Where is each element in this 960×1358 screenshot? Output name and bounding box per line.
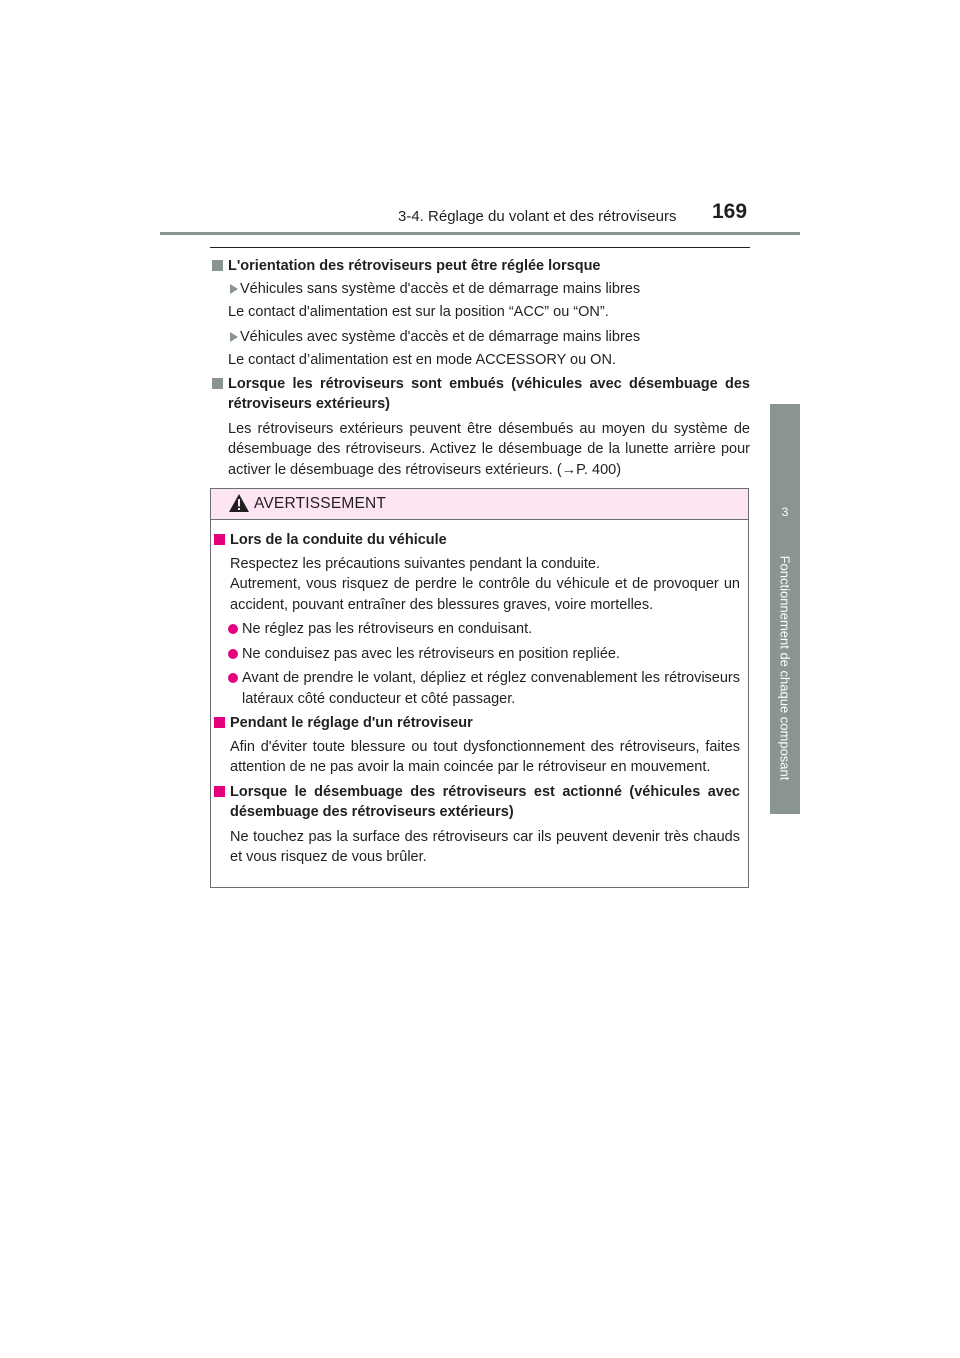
block1-sub2-text: Le contact d’alimentation est en mode ACCESSORY ou ON. xyxy=(228,352,616,368)
square-bullet-icon xyxy=(212,378,223,389)
block1-heading: L'orientation des rétroviseurs peut être réglée lorsque xyxy=(212,256,750,277)
circle-bullet-icon xyxy=(228,673,238,683)
square-bullet-icon xyxy=(214,786,225,797)
content-rule xyxy=(210,247,750,248)
square-bullet-icon xyxy=(212,260,223,271)
warning-section1-heading: Lors de la conduite du véhicule xyxy=(214,530,740,551)
warning-title: AVERTISSEMENT xyxy=(254,495,387,512)
warning-section1-text: Respectez les précautions suivantes pendant la conduite. xyxy=(230,555,600,572)
block2-text: Les rétroviseurs extérieurs peuvent être désembués au moyen du système de désembuage des rétroviseurs. Activez le désembuage de la lunette arrière pour activer le désembuage des rétroviseurs extérieurs. (→P. 400) xyxy=(228,420,750,478)
circle-bullet-icon xyxy=(228,649,238,659)
warning-section3-heading: Lorsque le désembuage des rétroviseurs est actionné (véhicules avec désembuage des rétroviseurs extérieurs) xyxy=(214,782,740,823)
block1-sub1-label: Véhicules sans système d'accès et de démarrage mains libres xyxy=(212,279,750,300)
chapter-number: 3 xyxy=(781,505,789,519)
section-title: 3-4. Réglage du volant et des rétroviseurs xyxy=(398,208,677,225)
block2-heading: Lorsque les rétroviseurs sont embués (véhicules avec désembuage des rétroviseurs extérieurs) xyxy=(212,374,750,415)
circle-bullet-icon xyxy=(228,624,238,634)
warning-header xyxy=(211,489,748,520)
warning-bullet: Ne réglez pas les rétroviseurs en conduisant. xyxy=(214,619,740,640)
warning-bullet: Ne conduisez pas avec les rétroviseurs en position repliée. xyxy=(214,644,740,665)
warning-section1-text2: Autrement, vous risquez de perdre le contrôle du véhicule et de provoquer un accident, pouvant entraîner des blessures graves, voire mortelles. xyxy=(230,576,740,613)
triangle-bullet-icon xyxy=(230,332,238,342)
warning-body xyxy=(211,520,748,868)
square-bullet-icon xyxy=(214,534,225,545)
page-number: 169 xyxy=(712,200,748,223)
warning-section2-heading: Pendant le réglage d'un rétroviseur xyxy=(214,713,740,734)
header-rule xyxy=(160,232,800,235)
warning-section3-text: Ne touchez pas la surface des rétroviseurs car ils peuvent devenir très chauds et vous risquez de vous brûler. xyxy=(230,828,740,865)
warning-box xyxy=(210,488,749,888)
warning-section2-text: Afin d'éviter toute blessure ou tout dysfonctionnement des rétroviseurs, faites attention de ne pas avoir la main coincée par le rétroviseur en mouvement. xyxy=(230,738,740,775)
triangle-bullet-icon xyxy=(230,284,238,294)
warning-bullet: Avant de prendre le volant, dépliez et réglez convenablement les rétroviseurs latéraux côté conducteur et côté passager. xyxy=(214,668,740,709)
warning-triangle-icon xyxy=(229,494,249,517)
main-content xyxy=(212,256,750,480)
block1-sub2-label: Véhicules avec système d'accès et de démarrage mains libres xyxy=(212,327,750,348)
block1-sub1-text: Le contact d'alimentation est sur la position “ACC” ou “ON”. xyxy=(228,304,609,320)
chapter-title: Fonctionnement de chaque composant xyxy=(777,555,793,781)
square-bullet-icon xyxy=(214,717,225,728)
